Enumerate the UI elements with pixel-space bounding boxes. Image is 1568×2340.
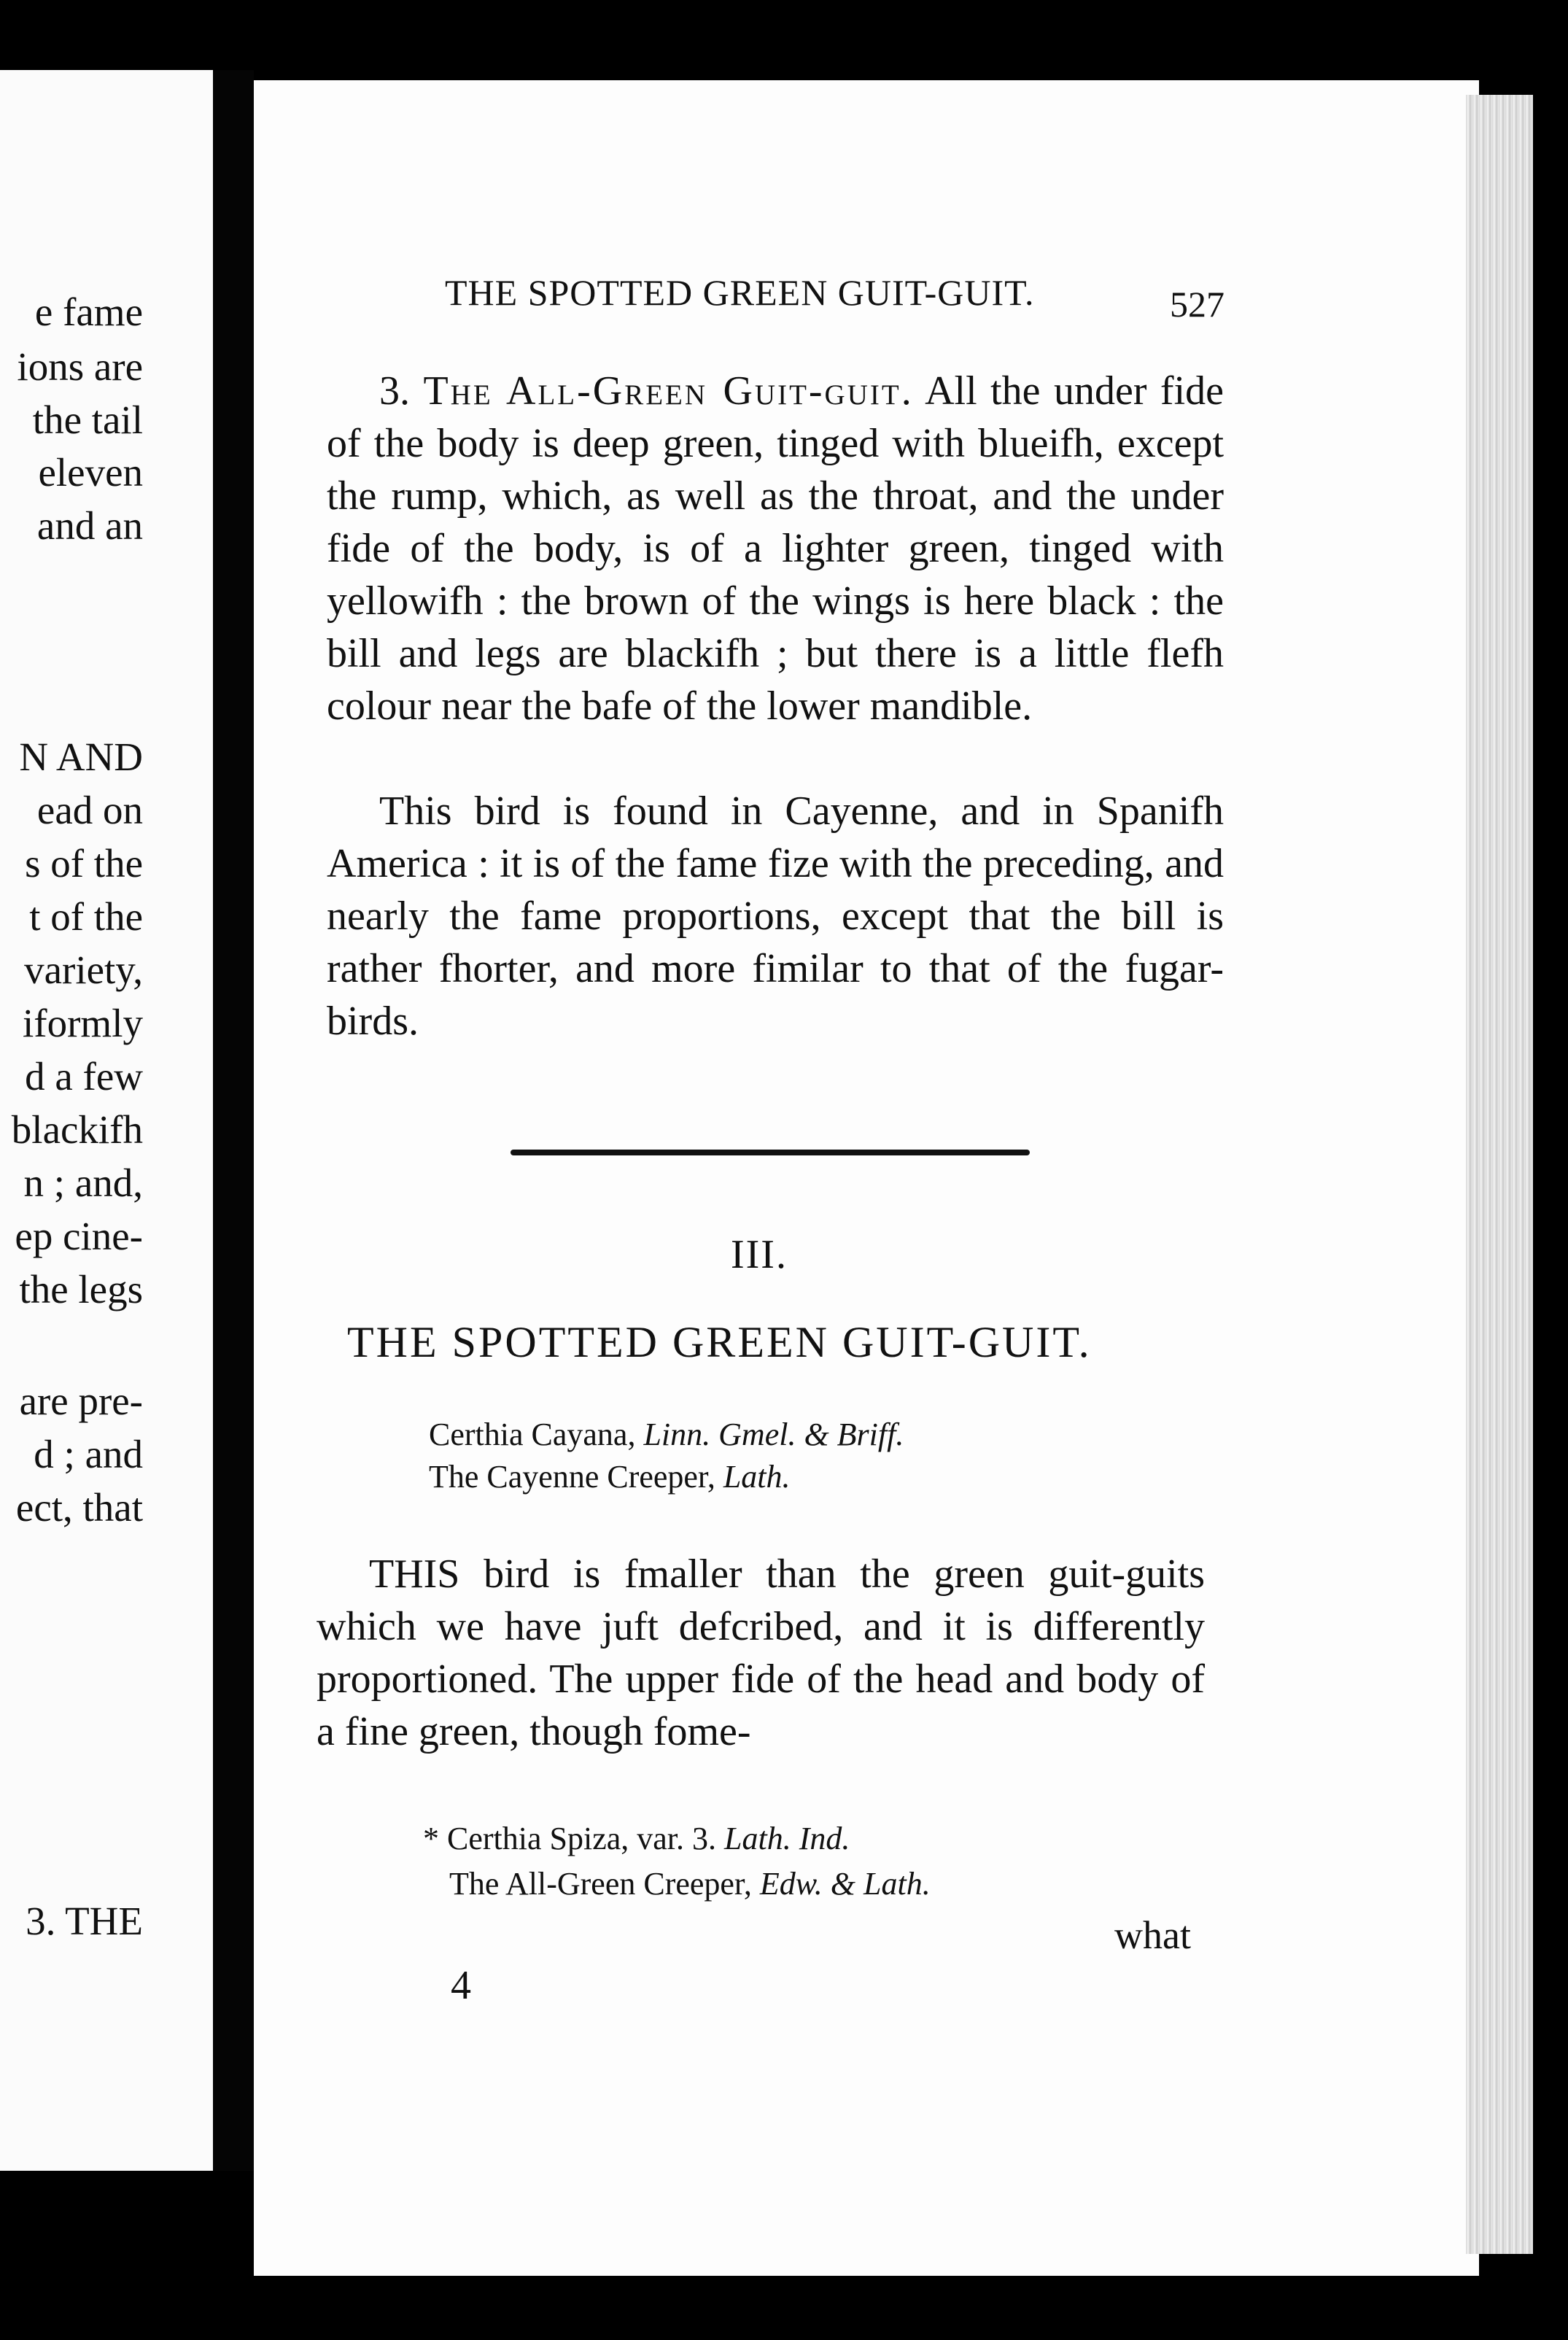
left-page-line: ions are <box>17 344 143 389</box>
description-text: THIS bird is fmaller than the green guit-guits which we have juft defcribed, and it is differently proportioned. The upper fide of the head and body of a fine green, though fome- <box>317 1551 1205 1754</box>
synonym-list <box>429 1414 904 1498</box>
left-page-line: the tail <box>32 398 143 442</box>
left-page-line: d a few <box>25 1054 143 1099</box>
section-divider-rule <box>511 1150 1030 1155</box>
footnote-line: The All-Green Creeper, Edw. & Lath. <box>449 1866 931 1902</box>
left-page-line: blackifh <box>11 1107 143 1152</box>
paragraph-spotted-description <box>317 1548 1205 1758</box>
signature-mark: 4 <box>451 1963 471 2008</box>
left-page-line: N AND <box>19 735 143 779</box>
left-page-line: t of the <box>29 894 143 939</box>
section-number: III. <box>731 1232 788 1277</box>
left-page-line: ep cine- <box>15 1214 143 1258</box>
left-page-line: eleven <box>38 450 143 495</box>
footnote-line: * Certhia Spiza, var. 3. Lath. Ind. <box>423 1821 850 1856</box>
left-page-line: 3. THE <box>26 1899 143 1943</box>
synonym-line: Certhia Cayana, Linn. Gmel. & Briff. <box>429 1417 904 1452</box>
left-page-line: iformly <box>23 1001 143 1045</box>
footnote-mark: * <box>423 1821 439 1856</box>
paragraph-range <box>327 785 1224 1047</box>
footnotes <box>423 1816 931 1907</box>
page-number: 527 <box>1170 284 1224 325</box>
synonym-line: The Cayenne Creeper, Lath. <box>429 1459 791 1495</box>
entry-text: All the under fide of the body is deep green, tinged with blueifh, except the rump, which, as well as the throat, and the under fide of the body, is of a lighter green, tinged with yellowifh : the brown of the wings is here black : the bill and legs are blackifh ; but there is a little flefh colour near the bafe of the lower mandible. <box>327 368 1224 729</box>
section-title: THE SPOTTED GREEN GUIT-GUIT. <box>347 1318 1092 1366</box>
left-page <box>0 70 213 2171</box>
catchword: what <box>1114 1913 1191 1957</box>
page-edges <box>1466 95 1533 2254</box>
left-page-line: the legs <box>19 1267 143 1312</box>
left-page-line: and an <box>36 503 143 548</box>
entry-heading: The All-Green Guit-guit. <box>423 368 914 414</box>
left-page-line: ead on <box>36 788 143 832</box>
left-page-line: n ; and, <box>23 1161 143 1205</box>
book-gutter <box>213 70 254 2171</box>
left-page-line: s of the <box>25 841 143 886</box>
left-page-line: e fame <box>34 290 143 334</box>
left-page-line: are pre- <box>19 1379 143 1423</box>
left-page-line: ect, that <box>15 1485 143 1530</box>
paragraph-all-green-guit-guit <box>327 365 1224 732</box>
left-page-line: d ; and <box>34 1432 143 1476</box>
running-head: THE SPOTTED GREEN GUIT-GUIT. <box>445 272 1035 313</box>
range-text: This bird is found in Cayenne, and in Spanifh America : it is of the fame fize with the preceding, and nearly the fame proportions, except that the bill is rather fhorter, and more fimilar to that of the fugar-birds. <box>327 789 1224 1044</box>
left-page-line: variety, <box>24 948 143 992</box>
entry-number: 3. <box>379 368 410 414</box>
